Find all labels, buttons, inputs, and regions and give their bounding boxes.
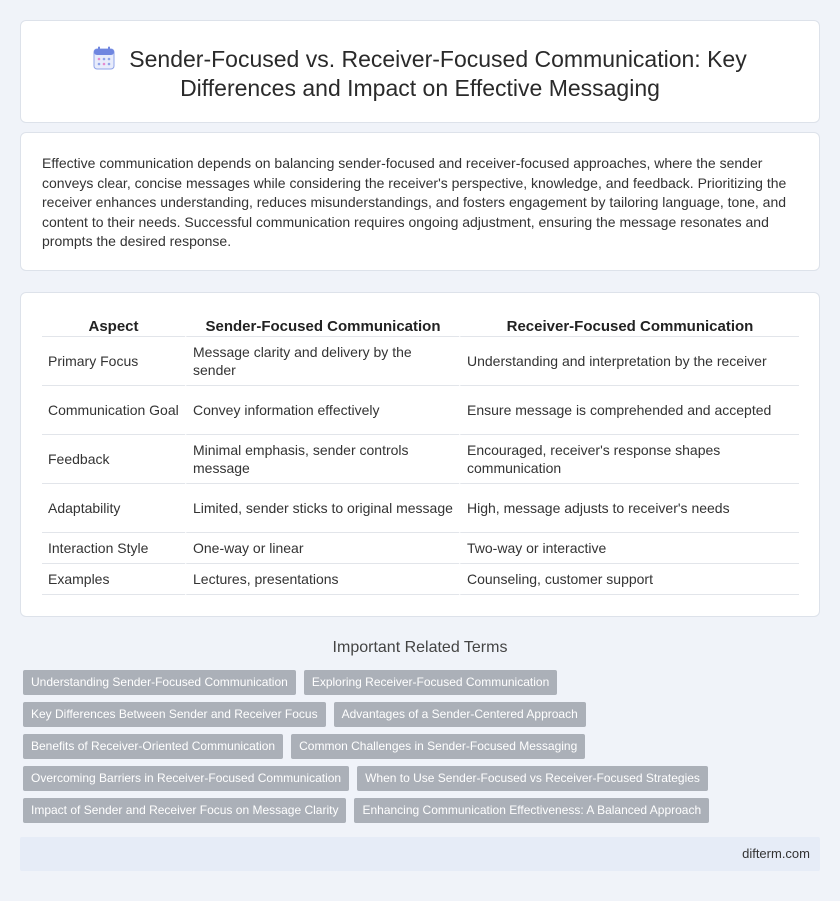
- table-row: [42, 484, 799, 533]
- related-term-tag[interactable]: Overcoming Barriers in Receiver-Focused Communication: [23, 766, 349, 791]
- comparison-table-card: [20, 292, 820, 617]
- comparison-table: [42, 313, 799, 595]
- cell-aspect: Adaptability: [42, 484, 185, 533]
- related-term-tag[interactable]: Understanding Sender-Focused Communication: [23, 670, 296, 695]
- cell-aspect: Examples: [42, 564, 185, 595]
- cell-sender: Convey information effectively: [185, 386, 459, 435]
- tag-row: [23, 766, 803, 791]
- cell-sender: Minimal emphasis, sender controls message: [185, 435, 459, 484]
- title-card: [20, 20, 820, 123]
- cell-aspect: Feedback: [42, 435, 185, 484]
- table-row: [42, 533, 799, 564]
- cell-receiver: Ensure message is comprehended and accepted: [459, 386, 799, 435]
- footer: [20, 837, 820, 871]
- intro-paragraph: Effective communication depends on balancing sender-focused and receiver-focused approaches, where the sender conveys clear, concise messages while considering the receiver's perspective, knowledge, and feedback. Prioritizing the receiver enhances understanding, reduces misunderstandings, and fosters engagement by tailoring language, tone, and content to their needs. Successful communication requires ongoing adjustment, ensuring the message resonates and prompts the desired response.: [42, 155, 787, 249]
- table-header-row: [42, 313, 799, 337]
- cell-receiver: Two-way or interactive: [459, 533, 799, 564]
- tag-row: [23, 702, 803, 727]
- related-terms-title: Important Related Terms: [332, 639, 508, 656]
- related-term-tag[interactable]: Advantages of a Sender-Centered Approach: [334, 702, 586, 727]
- header-receiver-focused: Receiver-Focused Communication: [459, 313, 799, 337]
- intro-card: [20, 132, 820, 271]
- cell-sender: Limited, sender sticks to original message: [185, 484, 459, 533]
- related-term-tag[interactable]: Common Challenges in Sender-Focused Messaging: [291, 734, 585, 759]
- cell-aspect: Interaction Style: [42, 533, 185, 564]
- related-term-tag[interactable]: Key Differences Between Sender and Receiver Focus: [23, 702, 326, 727]
- title-wrap: [21, 45, 819, 103]
- cell-sender: Message clarity and delivery by the sender: [185, 337, 459, 386]
- tag-row: [23, 734, 803, 759]
- related-term-tag[interactable]: Benefits of Receiver-Oriented Communication: [23, 734, 283, 759]
- cell-aspect: Communication Goal: [42, 386, 185, 435]
- header-sender-focused: Sender-Focused Communication: [185, 313, 459, 337]
- tag-row: [23, 670, 803, 695]
- related-term-tag[interactable]: Enhancing Communication Effectiveness: A Balanced Approach: [354, 798, 709, 823]
- page-title: Sender-Focused vs. Receiver-Focused Communication: Key Differences and Impact on Effective Messaging: [129, 46, 747, 101]
- cell-sender: One-way or linear: [185, 533, 459, 564]
- header-aspect: Aspect: [42, 313, 185, 337]
- tag-row: [23, 798, 803, 823]
- cell-receiver: Counseling, customer support: [459, 564, 799, 595]
- table-row: [42, 386, 799, 435]
- table-row: [42, 435, 799, 484]
- footer-brand[interactable]: difterm.com: [742, 846, 810, 861]
- table-row: [42, 564, 799, 595]
- related-terms-tags: [23, 670, 803, 830]
- related-term-tag[interactable]: Impact of Sender and Receiver Focus on Message Clarity: [23, 798, 346, 823]
- cell-aspect: Primary Focus: [42, 337, 185, 386]
- cell-receiver: High, message adjusts to receiver's needs: [459, 484, 799, 533]
- cell-sender: Lectures, presentations: [185, 564, 459, 595]
- related-term-tag[interactable]: When to Use Sender-Focused vs Receiver-Focused Strategies: [357, 766, 708, 791]
- calendar-icon: [93, 46, 115, 70]
- related-term-tag[interactable]: Exploring Receiver-Focused Communication: [304, 670, 557, 695]
- cell-receiver: Understanding and interpretation by the receiver: [459, 337, 799, 386]
- cell-receiver: Encouraged, receiver's response shapes communication: [459, 435, 799, 484]
- table-row: [42, 337, 799, 386]
